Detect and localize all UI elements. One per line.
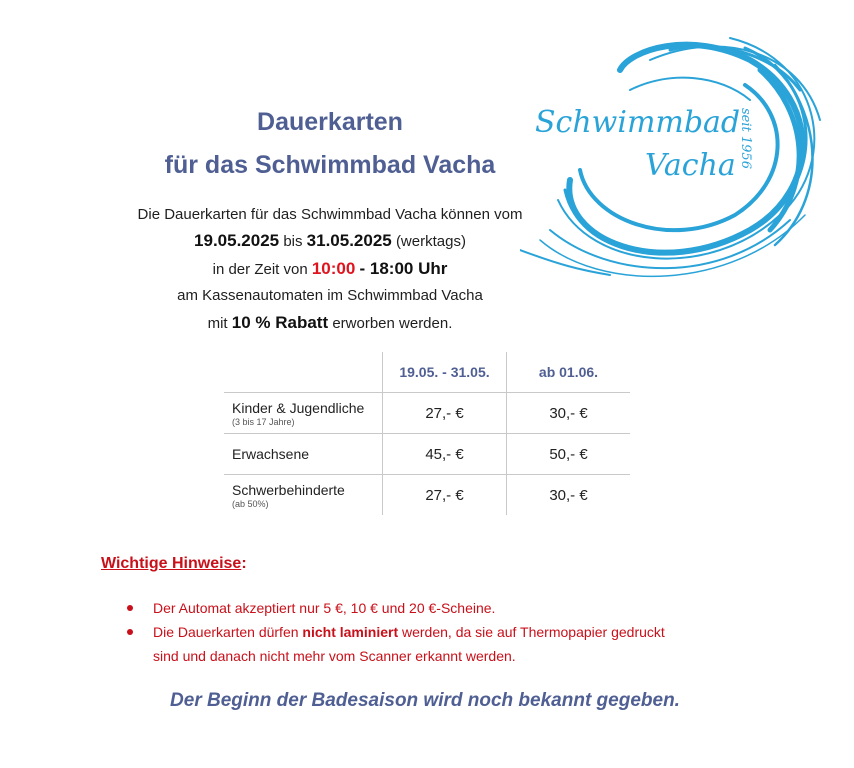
footer-note: Der Beginn der Badesaison wird noch bekannt gegeben. [170, 690, 680, 711]
title-line-2: für das Schwimmbad Vacha [164, 151, 496, 179]
logo-name-line-2: Vacha [645, 148, 736, 183]
row-label-cell [224, 434, 383, 475]
table-header-empty [224, 352, 383, 393]
intro-line-1: Die Dauerkarten für das Schwimmbad Vacha können vom [137, 206, 523, 223]
price-cell: 27,- € [383, 393, 507, 434]
table-row [224, 434, 630, 475]
mit-text: mit [207, 315, 228, 332]
bullet-icon [127, 605, 133, 611]
row-label-cell [224, 475, 383, 516]
hinweise-colon: : [241, 555, 247, 572]
title-line-1: Dauerkarten [257, 108, 403, 136]
hinweise-title-text: Wichtige Hinweise [101, 555, 242, 572]
price-table [224, 352, 630, 515]
hinweise-title [101, 555, 247, 573]
list-item [105, 620, 805, 668]
rabatt-text: 10 % Rabatt [231, 313, 329, 332]
row-sublabel: (3 bis 17 Jahre) [232, 416, 295, 427]
row-label: Erwachsene [232, 446, 310, 462]
price-cell: 50,- € [507, 434, 631, 475]
date-from: 19.05.2025 [194, 231, 280, 250]
price-cell: 30,- € [507, 475, 631, 516]
time-start: 10:00 [311, 259, 356, 278]
erworben-text: erworben werden. [332, 315, 453, 332]
note-1-text: Der Automat akzeptiert nur 5 €, 10 € und 20 €-Scheine. [153, 600, 496, 616]
table-header-period-1: 19.05. - 31.05. [383, 352, 507, 393]
price-cell: 45,- € [383, 434, 507, 475]
note-2-text-c: sind und danach nicht mehr vom Scanner erkannt werden. [153, 648, 516, 664]
bis-text: bis [283, 233, 303, 250]
row-label-cell [224, 393, 383, 434]
logo-since: seit 1956 [738, 108, 753, 169]
note-2-text-a: Die Dauerkarten dürfen [153, 624, 299, 640]
row-label: Schwerbehinderte [232, 481, 345, 498]
table-row [224, 393, 630, 434]
table-header-row [224, 352, 630, 393]
price-cell: 27,- € [383, 475, 507, 516]
intro-line-2 [80, 228, 580, 255]
note-2-bold: nicht laminiert [302, 624, 399, 640]
time-end: - 18:00 Uhr [359, 259, 448, 278]
time-prefix: in der Zeit von [212, 261, 308, 278]
row-label: Kinder & Jugendliche [232, 399, 365, 416]
date-to: 31.05.2025 [306, 231, 392, 250]
intro-line-4: am Kassenautomaten im Schwimmbad Vacha [177, 287, 483, 304]
hinweise-list [105, 596, 805, 668]
intro-line-5 [80, 310, 580, 337]
werktags-text: (werktags) [395, 233, 466, 250]
intro-line-3 [80, 256, 580, 283]
table-row [224, 475, 630, 516]
list-item [105, 596, 805, 620]
note-2-text-b: werden, da sie auf Thermopapier gedruckt [402, 624, 665, 640]
bullet-icon [127, 629, 133, 635]
logo-name-line-1: Schwimmbad [535, 105, 741, 140]
row-sublabel: (ab 50%) [232, 498, 269, 509]
table-header-period-2: ab 01.06. [507, 352, 631, 393]
price-cell: 30,- € [507, 393, 631, 434]
